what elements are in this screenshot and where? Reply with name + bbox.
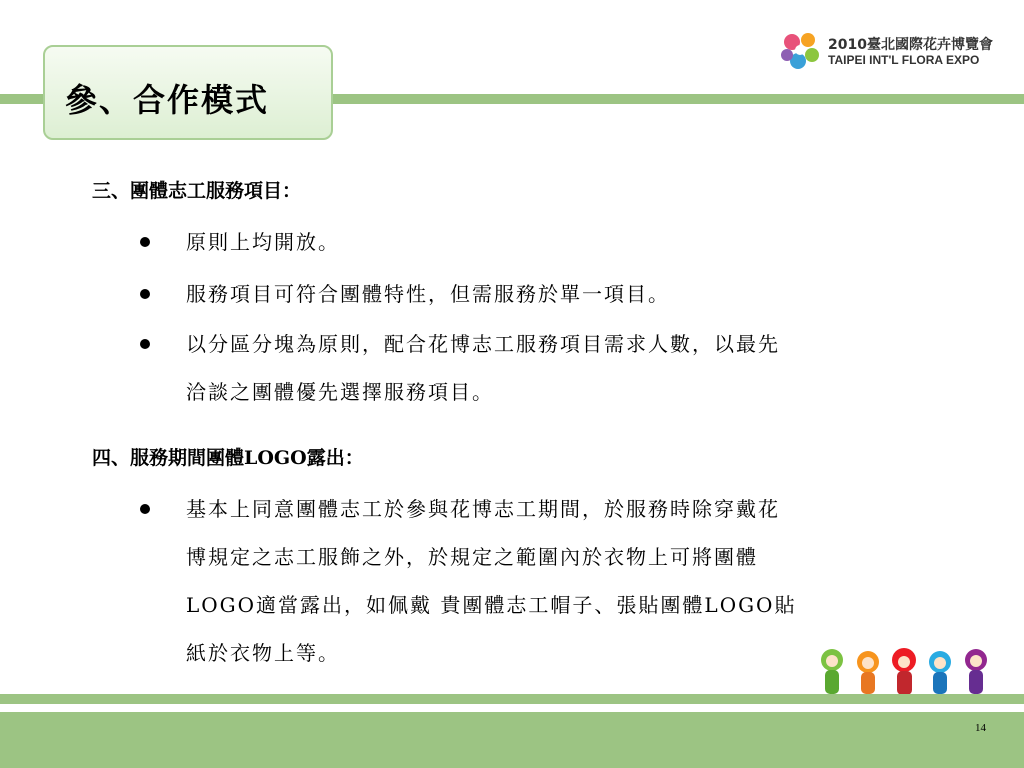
flora-expo-logo bbox=[778, 28, 998, 73]
mascot-orange-icon bbox=[857, 651, 879, 694]
bullet-icon bbox=[140, 237, 150, 247]
footer-bar bbox=[0, 712, 1024, 768]
bullet-text bbox=[186, 320, 966, 416]
bullet-text-line: 基本上同意團體志工於參與花博志工期間，於服務時除穿戴花 bbox=[186, 497, 780, 521]
mascot-purple-icon bbox=[965, 649, 987, 694]
logo-chinese-text: 2010臺北國際花卉博覽會 bbox=[828, 37, 993, 53]
bullet-icon bbox=[140, 339, 150, 349]
section-heading-logo-exposure: 四、服務期間團體LOGO露出： bbox=[92, 447, 364, 469]
page-number: 14 bbox=[975, 722, 986, 734]
bottom-accent-band bbox=[0, 694, 1024, 704]
bullet-text-line: 洽談之團體優先選擇服務項目。 bbox=[186, 380, 494, 404]
bullet-text-line: LOGO適當露出，如佩戴 貴團體志工帽子、張貼團體LOGO貼 bbox=[186, 593, 797, 617]
bullet-text: 原則上均開放。 bbox=[186, 230, 340, 254]
mascot-red-icon bbox=[892, 648, 916, 695]
bullet-icon bbox=[140, 504, 150, 514]
bullet-text: 服務項目可符合團體特性，但需服務於單一項目。 bbox=[186, 282, 670, 306]
logo-english-text: TAIPEI INT'L FLORA EXPO bbox=[828, 53, 980, 67]
mascot-green-icon bbox=[821, 649, 843, 694]
section-heading-service-items: 三、團體志工服務項目： bbox=[92, 180, 302, 202]
title-box bbox=[43, 45, 333, 140]
mascot-blue-icon bbox=[929, 651, 951, 694]
flora-expo-flower-icon bbox=[778, 28, 824, 72]
bullet-text-line: 以分區分塊為原則，配合花博志工服務項目需求人數，以最先 bbox=[186, 332, 780, 356]
bullet-text-line: 博規定之志工服飾之外，於規定之範圍內於衣物上可將團體 bbox=[186, 545, 758, 569]
slide-title: 參、合作模式 bbox=[65, 81, 270, 119]
bullet-text-line: 紙於衣物上等。 bbox=[186, 641, 340, 665]
bullet-icon bbox=[140, 289, 150, 299]
